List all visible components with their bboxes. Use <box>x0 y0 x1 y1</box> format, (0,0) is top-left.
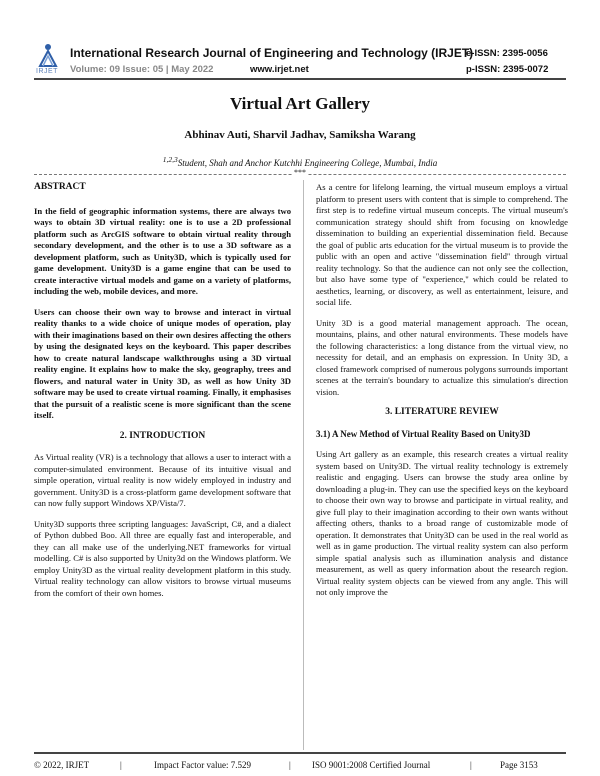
left-column <box>34 182 291 608</box>
intro-paragraph-1: As Virtual reality (VR) is a technology that allows a user to interact with a computer-simulated environment. Because of its intuitive visual and simple operation, virtual reality is now widely employed in industry and government. Unity3D is a cross-platform game development software that can now fully support Windows XP/Vista/7. <box>34 452 291 508</box>
right-paragraph-2: Unity 3D is a good material management approach. The ocean, mountains, plains, and other natural environments. These models have the following characteristics: a long distance from the virtual view, no necessity for detail, and an emphasis on expression. In Unity 3D, a closed framework comprised of numerous polygons surrounds important scenes at the terrain's boundary to actualize this simulation's direction vision. <box>316 317 568 397</box>
subsection-heading: 3.1) A New Method of Virtual Reality Based on Unity3D <box>316 428 531 439</box>
right-paragraph-1: As a centre for lifelong learning, the virtual museum employs a virtual platform to present users with content that is simple to comprehend. The first step is to redefine virtual museum concepts. The virtual museum's communication strategy should shift from focusing on knowledge dissemination to building an experiential dissemination field. Because the goal of public arts education for the virtual museum is to provide the public with an open and active "dissemination field" through virtual reality technology. So that the audience can not only see the collection, but also have some type of "experience," which could be related to aesthetics, learning, or discovery, as well as entertainment, leisure, and social life. <box>316 182 568 307</box>
journal-name: International Research Journal of Engineering and Technology (IRJET) <box>70 46 474 60</box>
affiliation-text: Student, Shah and Anchor Kutchhi Engineering College, Mumbai, India <box>177 158 438 168</box>
e-issn: e-ISSN: 2395-0056 <box>466 48 548 59</box>
footer-page-number: Page 3153 <box>500 760 538 770</box>
intro-paragraph-2: Unity3D supports three scripting languages: JavaScript, C#, and a dialect of Python dubbed Boo. All three are equally fast and interoperable, and they can all make use of the underlying.NET frameworks for virtual modelling. C# is also supported by Unity3d on the Windows platform. We employ Unity3D as the virtual reality development platform in this study. Virtual reality technology can allow visitors to browse virtual museums from the comfort of their own homes. <box>34 518 291 598</box>
volume-info: Volume: 09 Issue: 05 | May 2022 <box>70 64 214 75</box>
irjet-logo-icon <box>36 42 60 68</box>
column-divider <box>303 180 304 750</box>
website-link[interactable]: www.irjet.net <box>250 64 309 75</box>
footer-separator: | <box>120 760 122 770</box>
paper-authors: Abhinav Auti, Sharvil Jadhav, Samiksha Warang <box>184 129 416 141</box>
footer-separator: | <box>470 760 472 770</box>
footer-rule <box>34 752 566 754</box>
paper-affiliation <box>0 155 600 168</box>
introduction-heading: 2. INTRODUCTION <box>119 430 206 441</box>
separator-stars: *** <box>294 168 306 177</box>
literature-review-heading: 3. LITERATURE REVIEW <box>385 407 499 417</box>
logo-text: IRJET <box>36 68 58 75</box>
footer-iso: ISO 9001:2008 Certified Journal <box>312 760 431 770</box>
abstract-paragraph-1: In the field of geographic information systems, there are always two ways to obtain 3D virtual reality: one is to use a 2D professional platform such as ArcGIS software to obtain virtual reality through secondary development, and the other is to use a 3D software as a development platform, such as Unity3D, which is typically used for game development. Unity3D is a game engine that can be used to create interactive virtual models and game on a variety of platforms, including the web, mobile devices, and more. <box>34 205 291 296</box>
p-issn: p-ISSN: 2395-0072 <box>466 64 549 75</box>
footer-impact-factor: Impact Factor value: 7.529 <box>154 760 251 770</box>
right-paragraph-3: Using Art gallery as an example, this research creates a virtual reality system based on Unity3D. The virtual reality technology is extremely realistic and engaging. Users can browse the study area online by downloading a plug-in. They can use the specified keys on the keyboard to choose their own way to browse and participate in virtual reality, and give full play to their imagination according to their own wants without affecting others, thanks to a broad range of customizable mode of operation. It demonstrates that Unity3D can be used in the real world as well as in game production. The virtual reality system can also perform simple spatial analysis such as illumination analysis and distance measurement, as well as query information about the research region. Virtual reality system objects can be viewed from any angle. This will not only improve the <box>316 449 568 597</box>
right-column <box>316 182 568 608</box>
header-rule <box>34 78 566 80</box>
footer-separator: | <box>289 760 291 770</box>
abstract-heading: ABSTRACT <box>34 182 86 192</box>
footer-copyright: © 2022, IRJET <box>34 760 90 770</box>
paper-title: Virtual Art Gallery <box>229 94 371 113</box>
affiliation-sup: 1,2,3 <box>162 155 178 164</box>
abstract-paragraph-2: Users can choose their own way to browse and interact in virtual reality thanks to a wide choice of unique modes of operation, play with their imaginations based on their own desires affecting the others by using the designated keys on the keyboard. This paper describes how to create natural landscape walkthroughs using a 3D virtual reality engine. It explains how to make the sky, geography, trees and flowers, and natural water in Unity 3D, as well as how Unity 3D software may be used to create virtual roaming. Finally, it emphasises that the pursuit of a realistic scene is more significant than the scene itself. <box>34 306 291 420</box>
